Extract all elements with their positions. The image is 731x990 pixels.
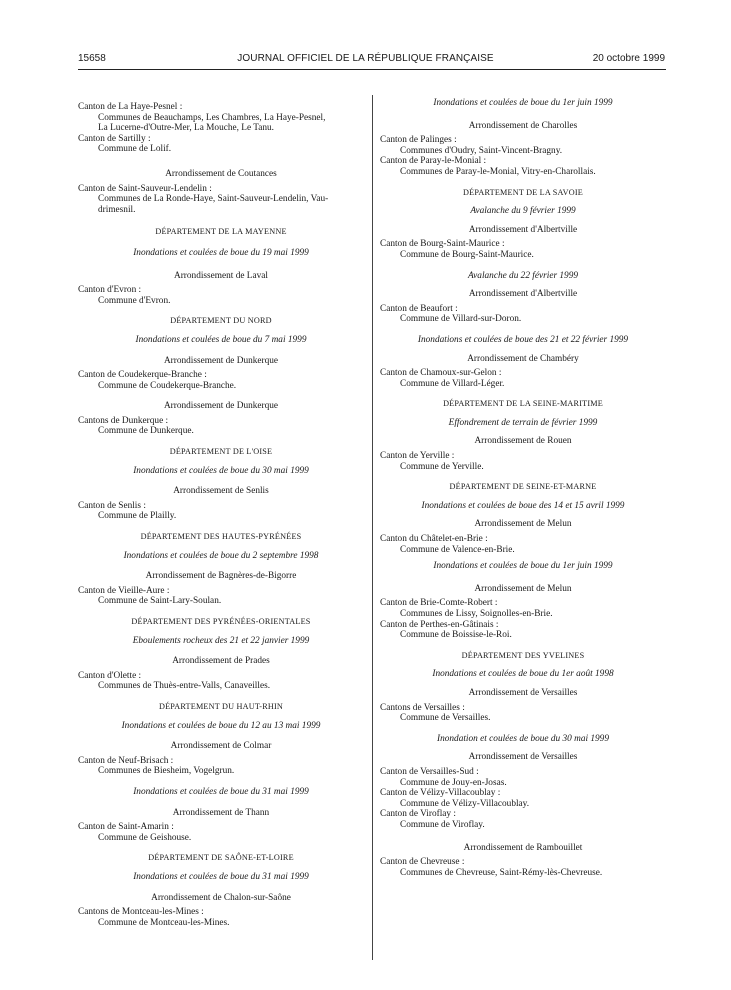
commune-line: drimesnil. — [98, 204, 136, 215]
canton-line: Canton de Chamoux-sur-Gelon : — [380, 368, 502, 379]
arrondissement-heading: Arrondissement d'Albertville — [468, 224, 578, 235]
arrondissement-heading: Arrondissement de Coutances — [165, 168, 277, 179]
commune-line: Commune de Villard-Léger. — [400, 378, 505, 389]
left-column — [78, 98, 364, 928]
commune-line: Commune de Vélizy-Villacoublay. — [400, 798, 530, 809]
arrondissement-heading: Arrondissement de Laval — [174, 270, 268, 281]
canton-line: Canton de Versailles-Sud : — [380, 766, 479, 777]
commune-line: Commune de Jouy-en-Josas. — [400, 777, 507, 788]
arrondissement-heading: Arrondissement de Versailles — [468, 752, 578, 763]
arrondissement-heading: Arrondissement de Versailles — [468, 687, 578, 698]
event-heading: Inondations et coulées de boue du 31 mai 1999 — [133, 871, 309, 882]
event-heading: Inondations et coulées de boue du 1er août 1998 — [432, 669, 614, 680]
arrondissement-heading: Arrondissement de Prades — [172, 656, 270, 667]
arrondissement-heading: Arrondissement de Chambéry — [467, 353, 579, 364]
commune-line: Commune de Dunkerque. — [98, 426, 194, 437]
event-heading: Inondations et coulées de boue des 14 et 15 avril 1999 — [421, 500, 625, 511]
arrondissement-heading: Arrondissement de Dunkerque — [163, 355, 279, 366]
arrondissement-heading: Arrondissement de Thann — [172, 807, 270, 818]
department-heading: DÉPARTEMENT DE LA MAYENNE — [155, 227, 287, 237]
commune-line: Commune de Viroflay. — [400, 819, 485, 830]
arrondissement-heading: Arrondissement de Melun — [474, 583, 572, 594]
canton-line: Canton de Sartilly : — [78, 133, 151, 144]
arrondissement-heading: Arrondissement de Colmar — [170, 741, 272, 752]
commune-line: Commune de Montceau-les-Mines. — [98, 917, 230, 928]
commune-line: Commune de Plailly. — [98, 511, 177, 522]
event-heading: Inondations et coulées de boue du 7 mai 1999 — [135, 334, 307, 345]
arrondissement-heading: Arrondissement de Chalon-sur-Saône — [151, 892, 291, 903]
canton-line: Canton de Brie-Comte-Robert : — [380, 598, 498, 609]
canton-line: Canton de Senlis : — [78, 500, 146, 511]
arrondissement-heading: Arrondissement de Melun — [474, 519, 572, 530]
canton-line: Canton de Saint-Sauveur-Lendelin : — [78, 183, 212, 194]
canton-line: Canton de Saint-Amarin : — [78, 822, 174, 833]
canton-line: Canton de Neuf-Brisach : — [78, 755, 174, 766]
page-number: 15658 — [78, 53, 106, 64]
commune-line: Communes de Lissy, Soignolles-en-Brie. — [400, 609, 553, 619]
event-heading: Inondations et coulées de boue du 1er juin 1999 — [433, 98, 613, 108]
department-heading: DÉPARTEMENT DE LA SEINE-MARITIME — [443, 399, 603, 409]
department-heading: DÉPARTEMENT DE LA SAVOIE — [463, 187, 583, 197]
department-heading: DÉPARTEMENT DES HAUTES-PYRÉNÉES — [140, 532, 302, 542]
event-heading: Inondations et coulées de boue du 19 mai 1999 — [133, 247, 309, 258]
canton-line: Canton de Paray-le-Monial : — [380, 156, 487, 167]
event-heading: Inondations et coulées de boue des 21 et 22 février 1999 — [417, 334, 629, 345]
canton-line: Canton d'Evron : — [78, 285, 142, 296]
event-heading: Effondrement de terrain de février 1999 — [448, 417, 598, 428]
canton-line: Canton de Vieille-Aure : — [78, 585, 170, 596]
arrondissement-heading: Arrondissement de Rambouillet — [463, 842, 583, 853]
event-heading: Inondations et coulées de boue du 31 mai 1999 — [133, 786, 309, 797]
arrondissement-heading: Arrondissement de Bagnères-de-Bigorre — [145, 571, 297, 582]
commune-line: Commune de Bourg-Saint-Maurice. — [400, 249, 534, 260]
commune-line: Communes de Paray-le-Monial, Vitry-en-Charollais. — [400, 166, 596, 177]
event-heading: Inondation et coulées de boue du 30 mai 1999 — [437, 733, 609, 744]
commune-line: Commune de Geishouse. — [98, 832, 192, 843]
canton-line: Canton de Coudekerque-Branche : — [78, 370, 207, 381]
arrondissement-heading: Arrondissement de Charolles — [468, 120, 578, 131]
department-heading: DÉPARTEMENT DU NORD — [170, 316, 272, 326]
canton-line: Canton de Yerville : — [380, 451, 455, 462]
arrondissement-heading: Arrondissement de Dunkerque — [163, 401, 279, 412]
commune-line: Commune de Saint-Lary-Soulan. — [98, 596, 222, 607]
commune-line: Communes de Beauchamps, Les Chambres, La Haye-Pesnel, — [98, 112, 326, 123]
commune-line: Commune de Versailles. — [400, 713, 491, 724]
commune-line: Commune d'Evron. — [98, 295, 171, 306]
commune-line: Commune de Valence-en-Brie. — [400, 544, 515, 555]
event-heading: Eboulements rocheux des 21 et 22 janvier 1999 — [132, 635, 310, 646]
canton-line: Canton de Chevreuse : — [380, 857, 465, 868]
department-heading: DÉPARTEMENT DE SEINE-ET-MARNE — [449, 482, 597, 492]
canton-line: Canton de Beaufort : — [380, 303, 458, 314]
commune-line: Commune de Villard-sur-Doron. — [400, 314, 522, 325]
commune-line: La Lucerne-d'Outre-Mer, La Mouche, Le Tanu. — [98, 123, 275, 134]
arrondissement-heading: Arrondissement de Rouen — [474, 436, 572, 447]
commune-line: Commune de Lolif. — [98, 144, 172, 155]
canton-line: Canton de Palinges : — [380, 135, 457, 146]
journal-title: JOURNAL OFFICIEL DE LA RÉPUBLIQUE FRANÇAISE — [237, 53, 494, 64]
canton-line: Canton de La Haye-Pesnel : — [78, 102, 183, 112]
commune-line: Communes de Chevreuse, Saint-Rémy-lès-Chevreuse. — [400, 867, 603, 878]
canton-line: Cantons de Dunkerque : — [78, 415, 169, 426]
arrondissement-heading: Arrondissement de Senlis — [173, 486, 269, 497]
commune-line: Communes de Thuès-entre-Valls, Canaveilles. — [98, 681, 271, 692]
event-heading: Inondations et coulées de boue du 2 septembre 1998 — [123, 550, 319, 561]
issue-date: 20 octobre 1999 — [592, 53, 665, 64]
canton-line: Canton de Perthes-en-Gâtinais : — [380, 619, 499, 630]
commune-line: Communes de Biesheim, Vogelgrun. — [98, 766, 235, 777]
department-heading: DÉPARTEMENT DE L'OISE — [169, 447, 273, 457]
canton-line: Canton de Viroflay : — [380, 809, 456, 820]
department-heading: DÉPARTEMENT DE SAÔNE-ET-LOIRE — [148, 853, 294, 863]
canton-line: Canton d'Olette : — [78, 670, 142, 681]
right-column — [380, 98, 666, 878]
canton-line: Cantons de Montceau-les-Mines : — [78, 907, 204, 918]
canton-line: Canton du Châtelet-en-Brie : — [380, 534, 488, 545]
arrondissement-heading: Arrondissement d'Albertville — [468, 289, 578, 300]
event-heading: Inondations et coulées de boue du 1er juin 1999 — [433, 561, 613, 572]
column-divider — [372, 95, 373, 960]
department-heading: DÉPARTEMENT DES YVELINES — [461, 650, 585, 660]
commune-line: Commune de Boissise-le-Roi. — [400, 630, 512, 641]
canton-line: Canton de Bourg-Saint-Maurice : — [380, 239, 505, 250]
department-heading: DÉPARTEMENT DU HAUT-RHIN — [158, 701, 284, 711]
commune-line: Commune de Yerville. — [400, 461, 484, 472]
header-rule — [78, 69, 666, 70]
event-heading: Avalanche du 22 février 1999 — [468, 270, 578, 281]
event-heading: Inondations et coulées de boue du 30 mai 1999 — [133, 465, 309, 476]
commune-line: Commune de Coudekerque-Branche. — [98, 380, 237, 391]
canton-line: Canton de Vélizy-Villacoublay : — [380, 788, 501, 799]
event-heading: Inondations et coulées de boue du 12 au 13 mai 1999 — [121, 720, 321, 731]
event-heading: Avalanche du 9 février 1999 — [470, 206, 576, 217]
commune-line: Communes d'Oudry, Saint-Vincent-Bragny. — [400, 145, 563, 156]
page-header — [0, 53, 731, 67]
commune-line: Communes de La Ronde-Haye, Saint-Sauveur-Lendelin, Vau- — [98, 194, 329, 205]
department-heading: DÉPARTEMENT DES PYRÉNÉES-ORIENTALES — [131, 617, 311, 626]
canton-line: Cantons de Versailles : — [380, 702, 465, 713]
